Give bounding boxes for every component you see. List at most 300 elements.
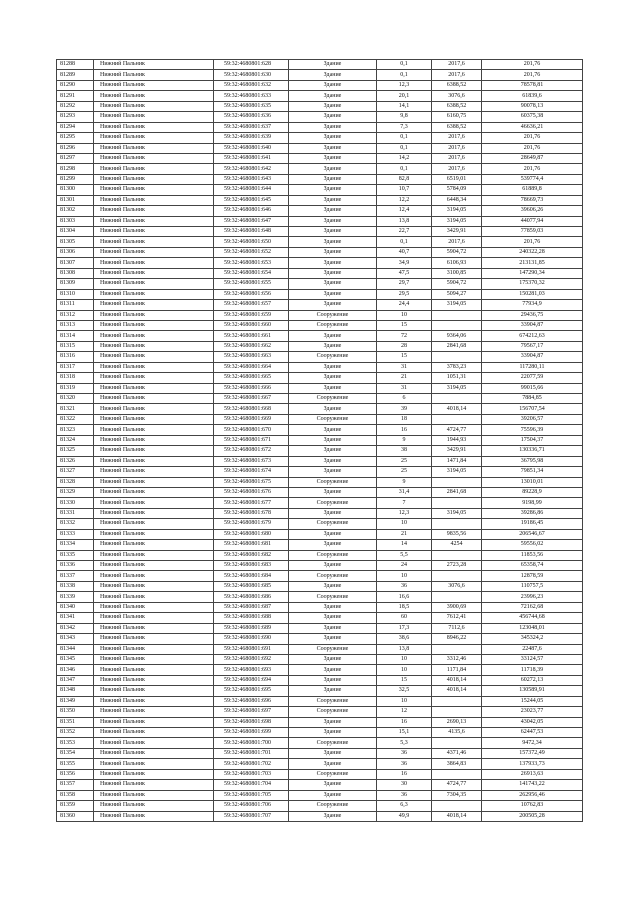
row-number-cell: 81300 — [57, 185, 94, 195]
unit-cost-cell — [432, 696, 482, 706]
table-row — [57, 143, 583, 153]
area-cell: 9,8 — [377, 112, 432, 122]
row-number-cell: 81351 — [57, 717, 94, 727]
settlement-name-cell: Нижний Пальник — [94, 780, 214, 790]
cadastral-value-cell: 130336,71 — [482, 446, 583, 456]
area-cell: 16,6 — [377, 592, 432, 602]
cadastral-value-cell: 539774,4 — [482, 174, 583, 184]
unit-cost-cell: 2017,6 — [432, 237, 482, 247]
object-type-cell: Здание — [289, 289, 377, 299]
area-cell: 12,4 — [377, 206, 432, 216]
settlement-name-cell: Нижний Пальник — [94, 362, 214, 372]
table-row — [57, 435, 583, 445]
table-row — [57, 519, 583, 529]
settlement-name-cell: Нижний Пальник — [94, 206, 214, 216]
table-row — [57, 310, 583, 320]
cadastral-value-cell: 26913,63 — [482, 769, 583, 779]
table-row — [57, 654, 583, 664]
cadastral-number-cell: 59:32:4680801:674 — [214, 467, 289, 477]
unit-cost-cell: 3864,83 — [432, 759, 482, 769]
object-type-cell: Сооружение — [289, 498, 377, 508]
cadastral-value-cell: 60272,13 — [482, 675, 583, 685]
settlement-name-cell: Нижний Пальник — [94, 289, 214, 299]
object-type-cell: Здание — [289, 634, 377, 644]
area-cell: 24 — [377, 561, 432, 571]
cadastral-value-cell: 90078,13 — [482, 101, 583, 111]
cadastral-number-cell: 59:32:4680801:707 — [214, 811, 289, 821]
object-type-cell: Здание — [289, 237, 377, 247]
table-row — [57, 185, 583, 195]
area-cell: 28 — [377, 341, 432, 351]
cadastral-number-cell: 59:32:4680801:633 — [214, 91, 289, 101]
area-cell: 15,1 — [377, 728, 432, 738]
settlement-name-cell: Нижний Пальник — [94, 404, 214, 414]
object-type-cell: Здание — [289, 602, 377, 612]
settlement-name-cell: Нижний Пальник — [94, 310, 214, 320]
table-row — [57, 675, 583, 685]
object-type-cell: Сооружение — [289, 414, 377, 424]
table-row — [57, 289, 583, 299]
area-cell: 21 — [377, 529, 432, 539]
row-number-cell: 81295 — [57, 133, 94, 143]
row-number-cell: 81330 — [57, 498, 94, 508]
cadastral-value-cell: 39206,57 — [482, 414, 583, 424]
cadastral-value-cell: 59556,02 — [482, 540, 583, 550]
cadastral-number-cell: 59:32:4680801:656 — [214, 289, 289, 299]
unit-cost-cell: 4018,14 — [432, 675, 482, 685]
table-row — [57, 258, 583, 268]
settlement-name-cell: Нижний Пальник — [94, 122, 214, 132]
table-row — [57, 227, 583, 237]
row-number-cell: 81296 — [57, 143, 94, 153]
row-number-cell: 81328 — [57, 477, 94, 487]
cadastral-number-cell: 59:32:4680801:673 — [214, 456, 289, 466]
cadastral-number-cell: 59:32:4680801:669 — [214, 414, 289, 424]
area-cell: 0,1 — [377, 164, 432, 174]
cadastral-number-cell: 59:32:4680801:650 — [214, 237, 289, 247]
row-number-cell: 81301 — [57, 195, 94, 205]
object-type-cell: Сооружение — [289, 320, 377, 330]
table-row — [57, 508, 583, 518]
object-type-cell: Здание — [289, 227, 377, 237]
area-cell: 7,3 — [377, 122, 432, 132]
object-type-cell: Сооружение — [289, 519, 377, 529]
table-row — [57, 581, 583, 591]
settlement-name-cell: Нижний Пальник — [94, 247, 214, 257]
row-number-cell: 81341 — [57, 613, 94, 623]
settlement-name-cell: Нижний Пальник — [94, 394, 214, 404]
table-row — [57, 320, 583, 330]
cadastral-value-cell: 7884,85 — [482, 394, 583, 404]
object-type-cell: Здание — [289, 675, 377, 685]
area-cell: 82,8 — [377, 174, 432, 184]
object-type-cell: Сооружение — [289, 707, 377, 717]
cadastral-value-cell: 99015,66 — [482, 383, 583, 393]
cadastral-number-cell: 59:32:4680801:670 — [214, 425, 289, 435]
object-type-cell: Сооружение — [289, 571, 377, 581]
cadastral-number-cell: 59:32:4680801:698 — [214, 717, 289, 727]
cadastral-number-cell: 59:32:4680801:662 — [214, 341, 289, 351]
cadastral-value-cell: 201,76 — [482, 164, 583, 174]
row-number-cell: 81294 — [57, 122, 94, 132]
cadastral-number-cell: 59:32:4680801:636 — [214, 112, 289, 122]
object-type-cell: Здание — [289, 195, 377, 205]
row-number-cell: 81323 — [57, 425, 94, 435]
row-number-cell: 81357 — [57, 780, 94, 790]
row-number-cell: 81317 — [57, 362, 94, 372]
cadastral-number-cell: 59:32:4680801:646 — [214, 206, 289, 216]
settlement-name-cell: Нижний Пальник — [94, 153, 214, 163]
object-type-cell: Здание — [289, 529, 377, 539]
table-row — [57, 571, 583, 581]
area-cell: 16 — [377, 425, 432, 435]
settlement-name-cell: Нижний Пальник — [94, 112, 214, 122]
cadastral-value-cell: 78669,73 — [482, 195, 583, 205]
cadastral-value-cell: 262956,46 — [482, 790, 583, 800]
cadastral-value-cell: 345324,2 — [482, 634, 583, 644]
settlement-name-cell: Нижний Пальник — [94, 70, 214, 80]
table-row — [57, 80, 583, 90]
cadastral-number-cell: 59:32:4680801:702 — [214, 759, 289, 769]
settlement-name-cell: Нижний Пальник — [94, 300, 214, 310]
cadastral-value-cell: 201,76 — [482, 237, 583, 247]
settlement-name-cell: Нижний Пальник — [94, 571, 214, 581]
cadastral-number-cell: 59:32:4680801:688 — [214, 613, 289, 623]
area-cell: 15 — [377, 675, 432, 685]
area-cell: 18 — [377, 414, 432, 424]
object-type-cell: Здание — [289, 331, 377, 341]
table-row — [57, 164, 583, 174]
unit-cost-cell: 9364,06 — [432, 331, 482, 341]
settlement-name-cell: Нижний Пальник — [94, 634, 214, 644]
unit-cost-cell: 2017,6 — [432, 143, 482, 153]
unit-cost-cell: 3429,91 — [432, 227, 482, 237]
cadastral-number-cell: 59:32:4680801:654 — [214, 268, 289, 278]
unit-cost-cell: 7112,6 — [432, 623, 482, 633]
row-number-cell: 81311 — [57, 300, 94, 310]
row-number-cell: 81310 — [57, 289, 94, 299]
row-number-cell: 81355 — [57, 759, 94, 769]
area-cell: 38 — [377, 446, 432, 456]
object-type-cell: Здание — [289, 362, 377, 372]
cadastral-number-cell: 59:32:4680801:695 — [214, 686, 289, 696]
cadastral-number-cell: 59:32:4680801:692 — [214, 654, 289, 664]
table-row — [57, 644, 583, 654]
cadastral-value-cell: 60375,38 — [482, 112, 583, 122]
table-row — [57, 247, 583, 257]
settlement-name-cell: Нижний Пальник — [94, 373, 214, 383]
object-type-cell: Сооружение — [289, 477, 377, 487]
table-row — [57, 153, 583, 163]
table-row — [57, 237, 583, 247]
table-row — [57, 174, 583, 184]
area-cell: 5,5 — [377, 550, 432, 560]
row-number-cell: 81354 — [57, 748, 94, 758]
unit-cost-cell: 3194,05 — [432, 206, 482, 216]
unit-cost-cell: 1051,31 — [432, 373, 482, 383]
settlement-name-cell: Нижний Пальник — [94, 60, 214, 70]
row-number-cell: 81338 — [57, 581, 94, 591]
settlement-name-cell: Нижний Пальник — [94, 133, 214, 143]
settlement-name-cell: Нижний Пальник — [94, 623, 214, 633]
cadastral-value-cell: 150281,03 — [482, 289, 583, 299]
area-cell: 12,3 — [377, 508, 432, 518]
row-number-cell: 81342 — [57, 623, 94, 633]
cadastral-number-cell: 59:32:4680801:704 — [214, 780, 289, 790]
table-row — [57, 686, 583, 696]
cadastral-number-cell: 59:32:4680801:683 — [214, 561, 289, 571]
area-cell: 39 — [377, 404, 432, 414]
area-cell: 14 — [377, 540, 432, 550]
cadastral-value-cell: 22077,59 — [482, 373, 583, 383]
settlement-name-cell: Нижний Пальник — [94, 675, 214, 685]
cadastral-value-cell: 147290,34 — [482, 268, 583, 278]
unit-cost-cell: 2017,6 — [432, 70, 482, 80]
object-type-cell: Здание — [289, 790, 377, 800]
area-cell: 31 — [377, 383, 432, 393]
table-row — [57, 790, 583, 800]
cadastral-number-cell: 59:32:4680801:671 — [214, 435, 289, 445]
area-cell: 10 — [377, 310, 432, 320]
cadastral-number-cell: 59:32:4680801:699 — [214, 728, 289, 738]
cadastral-number-cell: 59:32:4680801:637 — [214, 122, 289, 132]
row-number-cell: 81325 — [57, 446, 94, 456]
row-number-cell: 81288 — [57, 60, 94, 70]
table-row — [57, 613, 583, 623]
table-row — [57, 811, 583, 821]
table-row — [57, 696, 583, 706]
area-cell: 31,4 — [377, 487, 432, 497]
object-type-cell: Здание — [289, 435, 377, 445]
object-type-cell: Здание — [289, 60, 377, 70]
settlement-name-cell: Нижний Пальник — [94, 613, 214, 623]
cadastral-number-cell: 59:32:4680801:691 — [214, 644, 289, 654]
row-number-cell: 81305 — [57, 237, 94, 247]
object-type-cell: Здание — [289, 383, 377, 393]
area-cell: 38,6 — [377, 634, 432, 644]
cadastral-number-cell: 59:32:4680801:648 — [214, 227, 289, 237]
row-number-cell: 81329 — [57, 487, 94, 497]
cadastral-number-cell: 59:32:4680801:680 — [214, 529, 289, 539]
area-cell: 30 — [377, 780, 432, 790]
object-type-cell: Сооружение — [289, 352, 377, 362]
row-number-cell: 81332 — [57, 519, 94, 529]
row-number-cell: 81339 — [57, 592, 94, 602]
row-number-cell: 81335 — [57, 550, 94, 560]
settlement-name-cell: Нижний Пальник — [94, 279, 214, 289]
cadastral-value-cell: 674212,63 — [482, 331, 583, 341]
unit-cost-cell: 2017,6 — [432, 60, 482, 70]
cadastral-value-cell: 201,76 — [482, 133, 583, 143]
row-number-cell: 81346 — [57, 665, 94, 675]
unit-cost-cell — [432, 519, 482, 529]
unit-cost-cell: 3076,6 — [432, 91, 482, 101]
cadastral-number-cell: 59:32:4680801:706 — [214, 801, 289, 811]
cadastral-number-cell: 59:32:4680801:679 — [214, 519, 289, 529]
cadastral-value-cell: 23996,23 — [482, 592, 583, 602]
settlement-name-cell: Нижний Пальник — [94, 352, 214, 362]
area-cell: 36 — [377, 790, 432, 800]
settlement-name-cell: Нижний Пальник — [94, 164, 214, 174]
settlement-name-cell: Нижний Пальник — [94, 320, 214, 330]
object-type-cell: Здание — [289, 780, 377, 790]
unit-cost-cell: 4135,6 — [432, 728, 482, 738]
object-type-cell: Здание — [289, 717, 377, 727]
cadastral-number-cell: 59:32:4680801:689 — [214, 623, 289, 633]
cadastral-number-cell: 59:32:4680801:655 — [214, 279, 289, 289]
row-number-cell: 81348 — [57, 686, 94, 696]
cadastral-number-cell: 59:32:4680801:681 — [214, 540, 289, 550]
unit-cost-cell: 4254 — [432, 540, 482, 550]
table-row — [57, 446, 583, 456]
unit-cost-cell: 2841,68 — [432, 341, 482, 351]
table-row — [57, 414, 583, 424]
area-cell: 0,1 — [377, 143, 432, 153]
table-row — [57, 769, 583, 779]
cadastral-value-cell: 201,76 — [482, 143, 583, 153]
cadastral-number-cell: 59:32:4680801:668 — [214, 404, 289, 414]
cadastral-value-cell: 33124,57 — [482, 654, 583, 664]
cadastral-value-cell: 157372,49 — [482, 748, 583, 758]
unit-cost-cell: 2690,13 — [432, 717, 482, 727]
unit-cost-cell: 5094,27 — [432, 289, 482, 299]
cadastral-value-cell: 77934,9 — [482, 300, 583, 310]
table-row — [57, 467, 583, 477]
row-number-cell: 81337 — [57, 571, 94, 581]
cadastral-value-cell: 456744,68 — [482, 613, 583, 623]
unit-cost-cell: 8946,22 — [432, 634, 482, 644]
area-cell: 60 — [377, 613, 432, 623]
settlement-name-cell: Нижний Пальник — [94, 383, 214, 393]
cadastral-value-cell: 19186,45 — [482, 519, 583, 529]
area-cell: 5,3 — [377, 738, 432, 748]
table-row — [57, 300, 583, 310]
row-number-cell: 81327 — [57, 467, 94, 477]
area-cell: 7 — [377, 498, 432, 508]
cadastral-number-cell: 59:32:4680801:701 — [214, 748, 289, 758]
object-type-cell: Здание — [289, 164, 377, 174]
unit-cost-cell: 6388,52 — [432, 122, 482, 132]
area-cell: 17,3 — [377, 623, 432, 633]
unit-cost-cell — [432, 498, 482, 508]
area-cell: 49,9 — [377, 811, 432, 821]
unit-cost-cell: 3194,05 — [432, 508, 482, 518]
object-type-cell: Здание — [289, 623, 377, 633]
row-number-cell: 81352 — [57, 728, 94, 738]
area-cell: 6,3 — [377, 801, 432, 811]
area-cell: 20,1 — [377, 91, 432, 101]
cadastral-value-cell: 213131,85 — [482, 258, 583, 268]
cadastral-number-cell: 59:32:4680801:660 — [214, 320, 289, 330]
table-row — [57, 529, 583, 539]
settlement-name-cell: Нижний Пальник — [94, 268, 214, 278]
cadastral-value-cell: 61839,6 — [482, 91, 583, 101]
object-type-cell: Здание — [289, 91, 377, 101]
settlement-name-cell: Нижний Пальник — [94, 91, 214, 101]
unit-cost-cell: 4018,14 — [432, 404, 482, 414]
unit-cost-cell — [432, 592, 482, 602]
area-cell: 21 — [377, 373, 432, 383]
table-row — [57, 717, 583, 727]
unit-cost-cell: 6388,52 — [432, 80, 482, 90]
settlement-name-cell: Нижний Пальник — [94, 446, 214, 456]
row-number-cell: 81333 — [57, 529, 94, 539]
row-number-cell: 81318 — [57, 373, 94, 383]
area-cell: 14,1 — [377, 101, 432, 111]
cadastral-value-cell: 33904,87 — [482, 320, 583, 330]
cadastral-value-cell: 65358,74 — [482, 561, 583, 571]
settlement-name-cell: Нижний Пальник — [94, 717, 214, 727]
unit-cost-cell: 6448,34 — [432, 195, 482, 205]
cadastral-value-cell: 89228,9 — [482, 487, 583, 497]
cadastral-number-cell: 59:32:4680801:647 — [214, 216, 289, 226]
unit-cost-cell — [432, 320, 482, 330]
settlement-name-cell: Нижний Пальник — [94, 101, 214, 111]
object-type-cell: Здание — [289, 581, 377, 591]
cadastral-value-cell: 79567,17 — [482, 341, 583, 351]
unit-cost-cell: 9835,56 — [432, 529, 482, 539]
area-cell: 14,2 — [377, 153, 432, 163]
cadastral-number-cell: 59:32:4680801:630 — [214, 70, 289, 80]
cadastral-number-cell: 59:32:4680801:664 — [214, 362, 289, 372]
unit-cost-cell: 1471,84 — [432, 456, 482, 466]
cadastral-value-cell: 11853,56 — [482, 550, 583, 560]
table-row — [57, 738, 583, 748]
table-row — [57, 561, 583, 571]
cadastral-value-cell: 72162,68 — [482, 602, 583, 612]
table-row — [57, 404, 583, 414]
table-row — [57, 352, 583, 362]
table-row — [57, 425, 583, 435]
unit-cost-cell — [432, 707, 482, 717]
settlement-name-cell: Нижний Пальник — [94, 665, 214, 675]
table-row — [57, 780, 583, 790]
unit-cost-cell: 4018,14 — [432, 686, 482, 696]
row-number-cell: 81331 — [57, 508, 94, 518]
area-cell: 32,5 — [377, 686, 432, 696]
area-cell: 15 — [377, 320, 432, 330]
settlement-name-cell: Нижний Пальник — [94, 477, 214, 487]
table-row — [57, 341, 583, 351]
property-table — [56, 59, 583, 822]
table-row — [57, 362, 583, 372]
cadastral-number-cell: 59:32:4680801:643 — [214, 174, 289, 184]
cadastral-number-cell: 59:32:4680801:640 — [214, 143, 289, 153]
cadastral-value-cell: 12878,59 — [482, 571, 583, 581]
object-type-cell: Сооружение — [289, 801, 377, 811]
unit-cost-cell — [432, 550, 482, 560]
area-cell: 10,7 — [377, 185, 432, 195]
unit-cost-cell: 3783,23 — [432, 362, 482, 372]
object-type-cell: Здание — [289, 665, 377, 675]
area-cell: 10 — [377, 696, 432, 706]
object-type-cell: Здание — [289, 279, 377, 289]
object-type-cell: Здание — [289, 508, 377, 518]
area-cell: 25 — [377, 467, 432, 477]
area-cell: 0,1 — [377, 60, 432, 70]
cadastral-number-cell: 59:32:4680801:659 — [214, 310, 289, 320]
area-cell: 29,5 — [377, 289, 432, 299]
row-number-cell: 81350 — [57, 707, 94, 717]
unit-cost-cell: 2017,6 — [432, 153, 482, 163]
cadastral-number-cell: 59:32:4680801:666 — [214, 383, 289, 393]
cadastral-number-cell: 59:32:4680801:687 — [214, 602, 289, 612]
area-cell: 15 — [377, 352, 432, 362]
settlement-name-cell: Нижний Пальник — [94, 529, 214, 539]
unit-cost-cell: 5904,72 — [432, 279, 482, 289]
row-number-cell: 81303 — [57, 216, 94, 226]
unit-cost-cell: 4724,77 — [432, 780, 482, 790]
